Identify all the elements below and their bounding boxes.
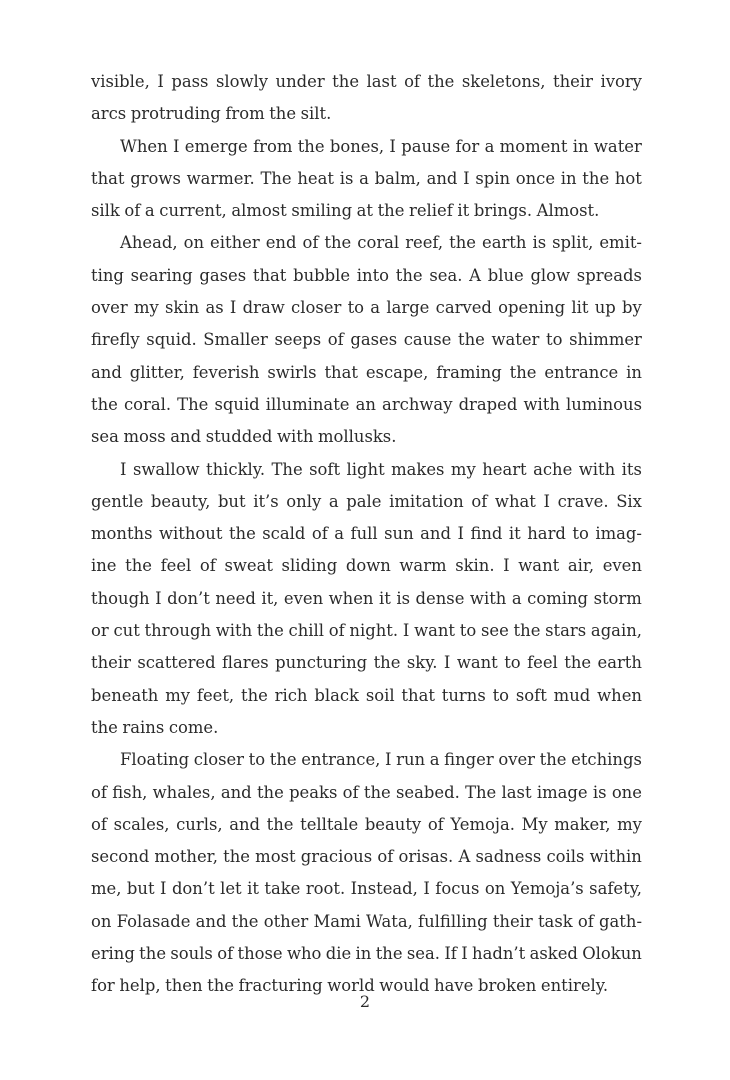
text-line: silk of a current, almost smiling at the relief it brings. Almost. [91, 201, 600, 221]
text-line: arcs protruding from the silt. [91, 104, 332, 124]
body-text [91, 66, 642, 1003]
text-line: and glitter, feverish swirls that escape, framing the entrance in [91, 362, 642, 382]
text-line: though I don’t need it, even when it is dense with a coming storm [91, 588, 642, 608]
text-line: of fish, whales, and the peaks of the seabed. The last image is one [91, 782, 642, 802]
paragraph [91, 227, 642, 453]
text-line: firefly squid. Smaller seeps of gases cause the water to shimmer [91, 330, 642, 350]
text-line: visible, I pass slowly under the last of the skeletons, their ivory [91, 72, 642, 91]
paragraph [91, 66, 642, 131]
text-line: their scattered flares puncturing the sky. I want to feel the earth [91, 653, 642, 673]
text-line: Floating closer to the entrance, I run a finger over the etchings [120, 750, 642, 770]
text-line: ering the souls of those who die in the sea. If I hadn’t asked Olokun [91, 944, 642, 964]
text-line: Ahead, on either end of the coral reef, the earth is split, emit- [120, 233, 642, 253]
text-line: me, but I don’t let it take root. Instead, I focus on Yemoja’s safety, [91, 879, 642, 899]
text-line: on Folasade and the other Mami Wata, fulfilling their task of gath- [91, 911, 642, 931]
text-line: of scales, curls, and the telltale beauty of Yemoja. My maker, my [91, 814, 642, 834]
text-line: or cut through with the chill of night. I want to see the stars again, [91, 621, 642, 641]
text-line: the coral. The squid illuminate an archway draped with luminous [91, 394, 642, 414]
text-line: gentle beauty, but it’s only a pale imitation of what I crave. Six [91, 491, 642, 511]
text-line: for help, then the fracturing world would have broken entirely. [91, 976, 609, 996]
text-line: I swallow thickly. The soft light makes my heart ache with its [120, 459, 642, 479]
page-number: 2 [359, 992, 371, 1011]
text-line: months without the scald of a full sun and I find it hard to imag- [91, 524, 642, 544]
text-line: over my skin as I draw closer to a large carved opening lit up by [91, 298, 642, 318]
text-line: second mother, the most gracious of orisas. A sadness coils within [91, 847, 642, 867]
text-line: beneath my feet, the rich black soil that turns to soft mud when [91, 685, 642, 705]
paragraph [91, 131, 642, 228]
text-line: that grows warmer. The heat is a balm, and I spin once in the hot [91, 168, 642, 188]
text-line: ine the feel of sweat sliding down warm skin. I want air, even [91, 556, 642, 576]
paragraph [91, 744, 642, 1002]
text-line: When I emerge from the bones, I pause for a moment in water [120, 136, 642, 156]
paragraph [91, 454, 642, 745]
text-line: sea moss and studded with mollusks. [91, 427, 397, 447]
text-line: ting searing gases that bubble into the sea. A blue glow spreads [91, 265, 642, 285]
text-line: the rains come. [91, 717, 219, 737]
